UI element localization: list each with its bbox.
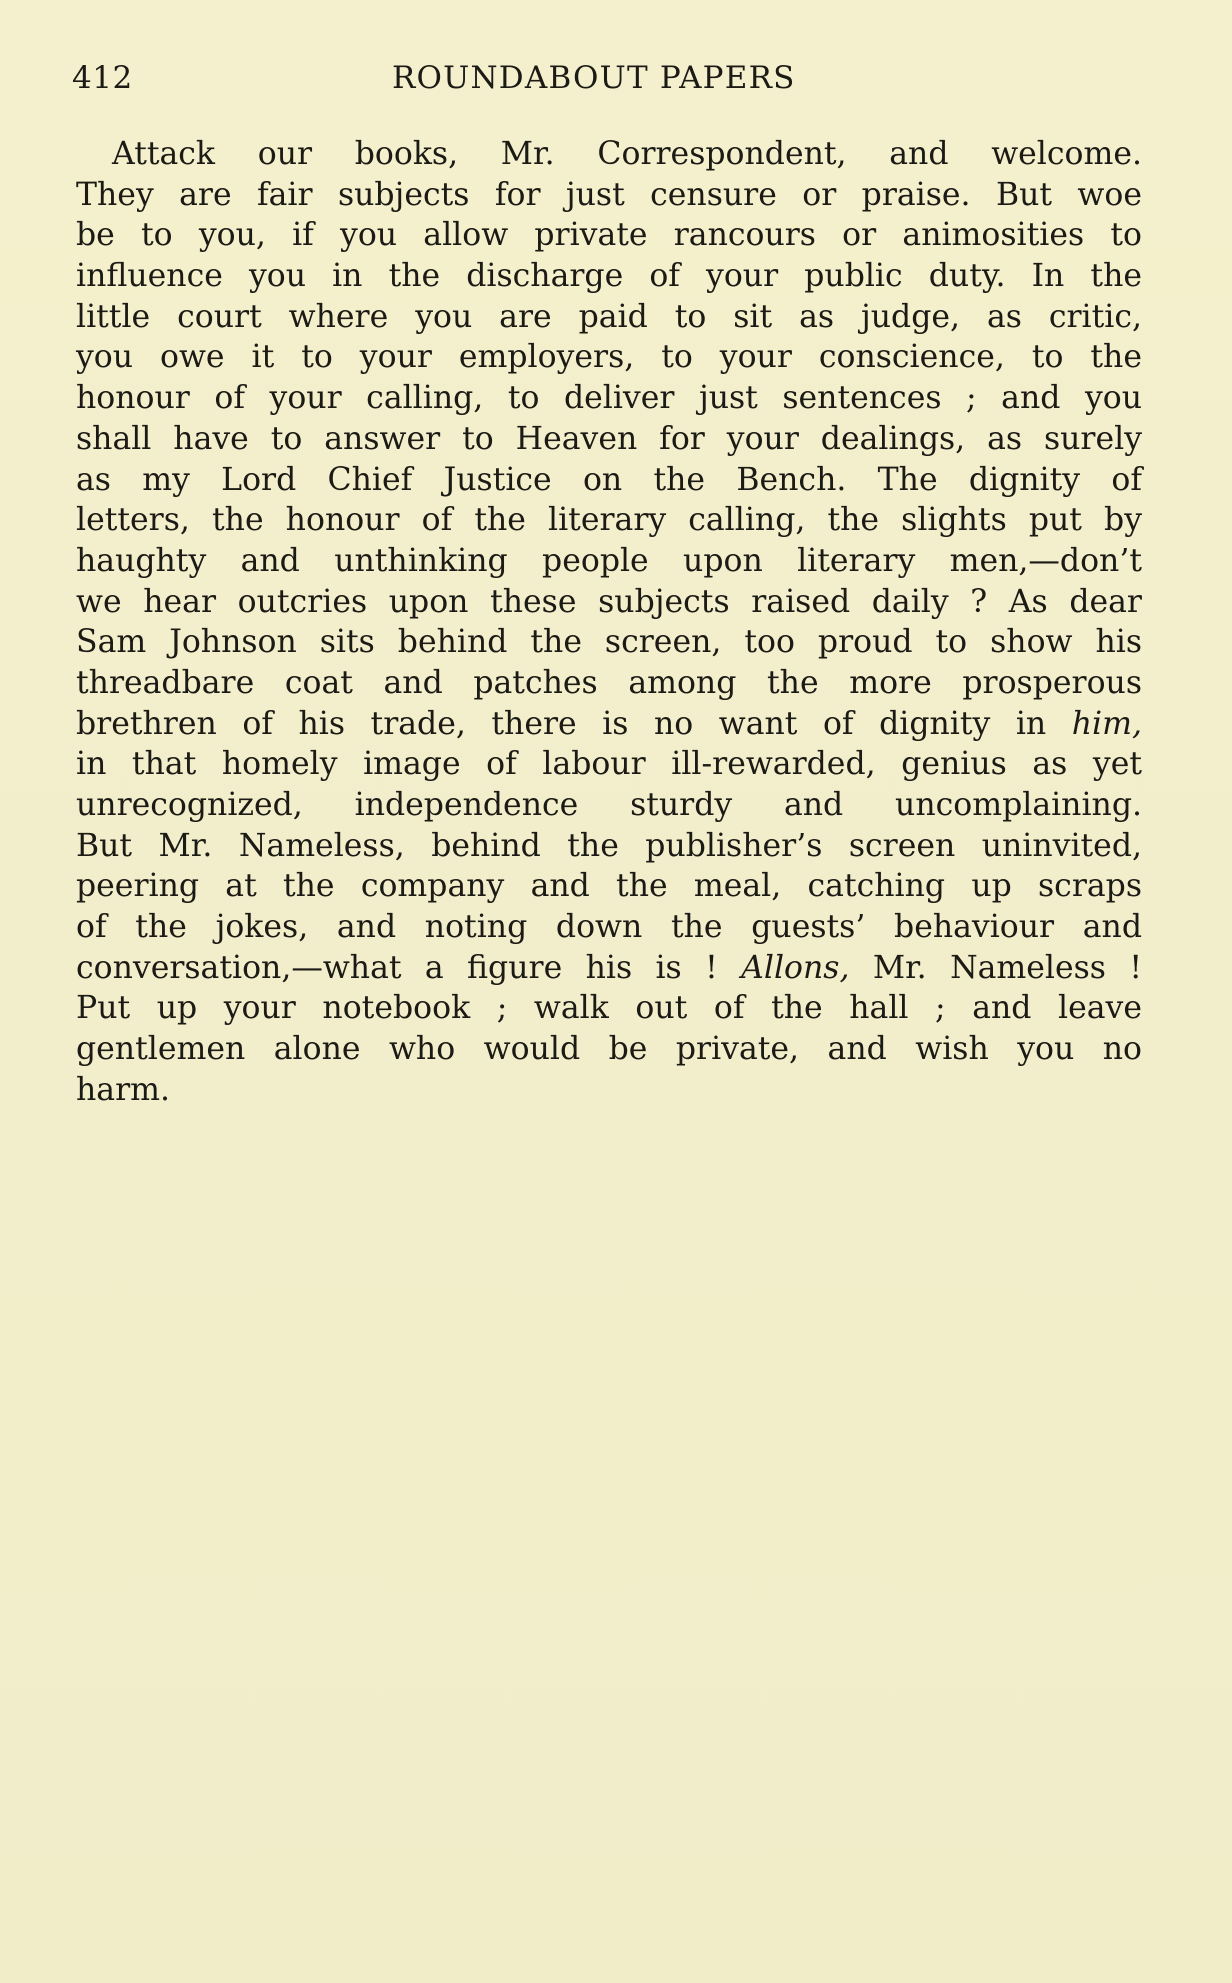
running-head xyxy=(72,60,1172,100)
text-line: influence you in the discharge of your public duty. In the xyxy=(76,258,1142,295)
body-text xyxy=(76,134,1142,1111)
italic-word: Allons, xyxy=(741,949,850,986)
text-line: Attack our books, Mr. Correspondent, and welcome. xyxy=(112,136,1142,172)
text-segment: Mr. Nameless ! xyxy=(872,949,1142,986)
text-segment: conversation,—what a figure his is ! xyxy=(76,949,718,986)
text-line: But Mr. Nameless, behind the publisher’s screen uninvited, xyxy=(76,827,1142,864)
italic-word: him, xyxy=(1071,705,1142,742)
text-line: Sam Johnson sits behind the screen, too proud to show his xyxy=(76,624,1142,661)
text-line: of the jokes, and noting down the guests’ behaviour and xyxy=(76,909,1142,946)
text-line: unrecognized, independence sturdy and uncomplaining. xyxy=(76,787,1142,823)
text-segment: brethren of his trade, there is no want of dignity in xyxy=(76,705,1047,742)
text-line xyxy=(76,704,1142,745)
page-number: 412 xyxy=(72,60,133,96)
text-line: you owe it to your employers, to your conscience, to the xyxy=(76,339,1142,376)
text-line: peering at the company and the meal, catching up scraps xyxy=(76,868,1142,905)
running-title: ROUNDABOUT PAPERS xyxy=(392,60,796,96)
text-line: haughty and unthinking people upon literary men,—don’t xyxy=(76,542,1142,579)
text-line: Put up your notebook ; walk out of the hall ; and leave xyxy=(76,990,1142,1027)
text-line: we hear outcries upon these subjects raised daily ? As dear xyxy=(76,583,1142,620)
text-line: in that homely image of labour ill-rewarded, genius as yet xyxy=(76,746,1142,783)
text-line: They are fair subjects for just censure or praise. But woe xyxy=(76,176,1142,213)
text-line: honour of your calling, to deliver just sentences ; and you xyxy=(76,380,1142,417)
text-line: little court where you are paid to sit as judge, as critic, xyxy=(76,298,1142,335)
text-line: letters, the honour of the literary calling, the slights put by xyxy=(76,502,1142,539)
text-line: harm. xyxy=(76,1071,171,1108)
text-line: be to you, if you allow private rancours or animosities to xyxy=(76,217,1142,254)
text-line: shall have to answer to Heaven for your dealings, as surely xyxy=(76,420,1142,457)
text-line: threadbare coat and patches among the more prosperous xyxy=(76,664,1142,701)
text-line xyxy=(76,948,1142,989)
text-line: as my Lord Chief Justice on the Bench. The dignity of xyxy=(76,461,1142,498)
text-line: gentlemen alone who would be private, and wish you no xyxy=(76,1031,1142,1068)
